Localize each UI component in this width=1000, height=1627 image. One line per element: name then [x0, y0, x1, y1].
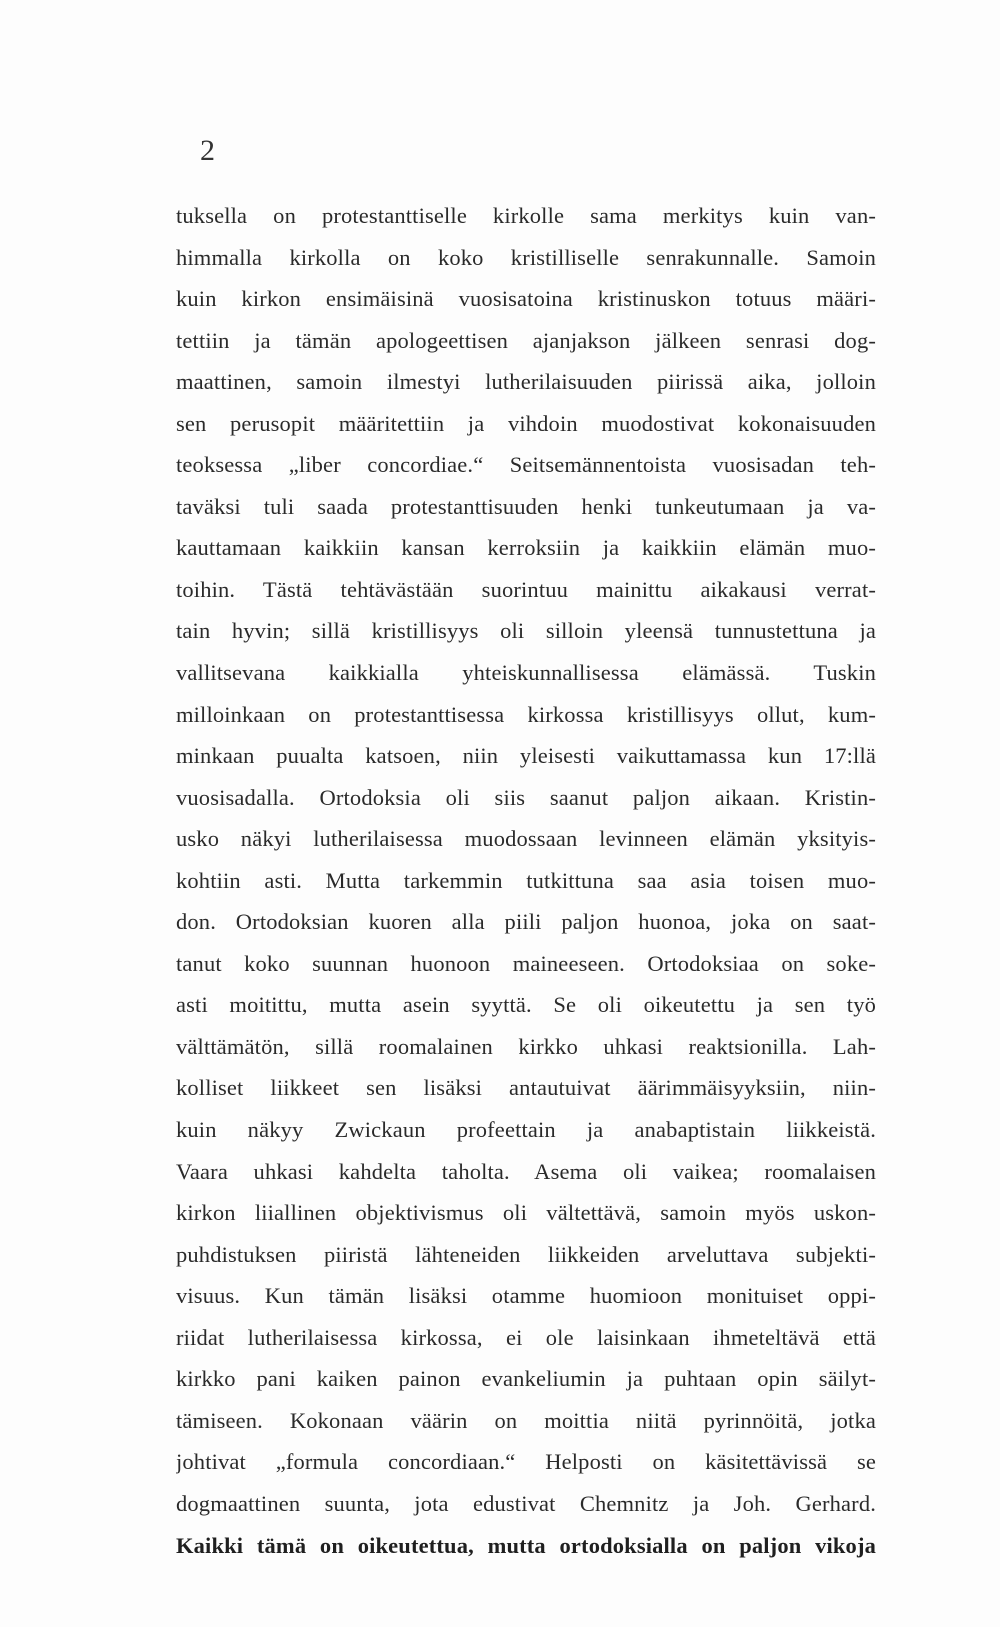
text-line: Vaara uhkasi kahdelta taholta. Asema oli vaikea; roomalaisen: [176, 1158, 876, 1184]
text-line: sen perusopit määritettiin ja vihdoin muodostivat kokonaisuuden: [176, 410, 876, 436]
text-line: Kaikki tämä on oikeutettua, mutta ortodoksialla on paljon vikoja: [176, 1532, 876, 1558]
text-line: riidat lutherilaisessa kirkossa, ei ole laisinkaan ihmeteltävä että: [176, 1324, 876, 1350]
text-line: kuin näkyy Zwickaun profeettain ja anabaptistain liikkeistä.: [176, 1117, 876, 1143]
text-line: asti moitittu, mutta asein syyttä. Se oli oikeutettu ja sen työ: [176, 992, 876, 1018]
text-line: vallitsevana kaikkialla yhteiskunnallisessa elämässä. Tuskin: [176, 660, 876, 686]
text-line: dogmaattinen suunta, jota edustivat Chemnitz ja Joh. Gerhard.: [176, 1490, 876, 1516]
text-line: kirkon liiallinen objektivismus oli vältettävä, samoin myös uskon-: [176, 1200, 876, 1226]
text-line: kolliset liikkeet sen lisäksi antautuivat äärimmäisyyksiin, niin-: [176, 1075, 876, 1101]
text-line: kirkko pani kaiken painon evankeliumin ja puhtaan opin säilyt-: [176, 1366, 876, 1392]
text-line: kuin kirkon ensimäisinä vuosisatoina kristinuskon totuus määri-: [176, 286, 876, 312]
body-text: [176, 195, 876, 1566]
text-line: visuus. Kun tämän lisäksi otamme huomioon monituiset oppi-: [176, 1283, 876, 1309]
text-line: himmalla kirkolla on koko kristilliselle senrakunnalle. Samoin: [176, 244, 876, 270]
text-line: puhdistuksen piiristä lähteneiden liikkeiden arveluttava subjekti-: [176, 1241, 876, 1267]
text-line: taväksi tuli saada protestanttisuuden henki tunkeutumaan ja va-: [176, 493, 876, 519]
page-number: 2: [200, 134, 215, 167]
text-line: kauttamaan kaikkiin kansan kerroksiin ja kaikkiin elämän muo-: [176, 535, 876, 561]
text-line: vuosisadalla. Ortodoksia oli siis saanut paljon aikaan. Kristin-: [176, 784, 876, 810]
text-line: teoksessa „liber concordiae.“ Seitsemännentoista vuosisadan teh-: [176, 452, 876, 478]
text-line: välttämätön, sillä roomalainen kirkko uhkasi reaktsionilla. Lah-: [176, 1033, 876, 1059]
text-line: tettiin ja tämän apologeettisen ajanjakson jälkeen senrasi dog-: [176, 327, 876, 353]
text-line: johtivat „formula concordiaan.“ Helposti on käsitettävissä se: [176, 1449, 876, 1475]
text-line: don. Ortodoksian kuoren alla piili paljon huonoa, joka on saat-: [176, 909, 876, 935]
text-line: kohtiin asti. Mutta tarkemmin tutkittuna saa asia toisen muo-: [176, 867, 876, 893]
text-line: minkaan puualta katsoen, niin yleisesti vaikuttamassa kun 17:llä: [176, 743, 876, 769]
text-line: usko näkyi lutherilaisessa muodossaan levinneen elämän yksityis-: [176, 826, 876, 852]
text-line: milloinkaan on protestanttisessa kirkossa kristillisyys ollut, kum-: [176, 701, 876, 727]
text-line: maattinen, samoin ilmestyi lutherilaisuuden piirissä aika, jolloin: [176, 369, 876, 395]
text-line: tuksella on protestanttiselle kirkolle sama merkitys kuin van-: [176, 203, 876, 228]
text-line: toihin. Tästä tehtävästään suorintuu mainittu aikakausi verrat-: [176, 576, 876, 602]
text-line: tain hyvin; sillä kristillisyys oli silloin yleensä tunnustettuna ja: [176, 618, 876, 644]
text-line: tämiseen. Kokonaan väärin on moittia niitä pyrinnöitä, jotka: [176, 1407, 876, 1433]
text-line: tanut koko suunnan huonoon maineeseen. Ortodoksiaa on soke-: [176, 950, 876, 976]
